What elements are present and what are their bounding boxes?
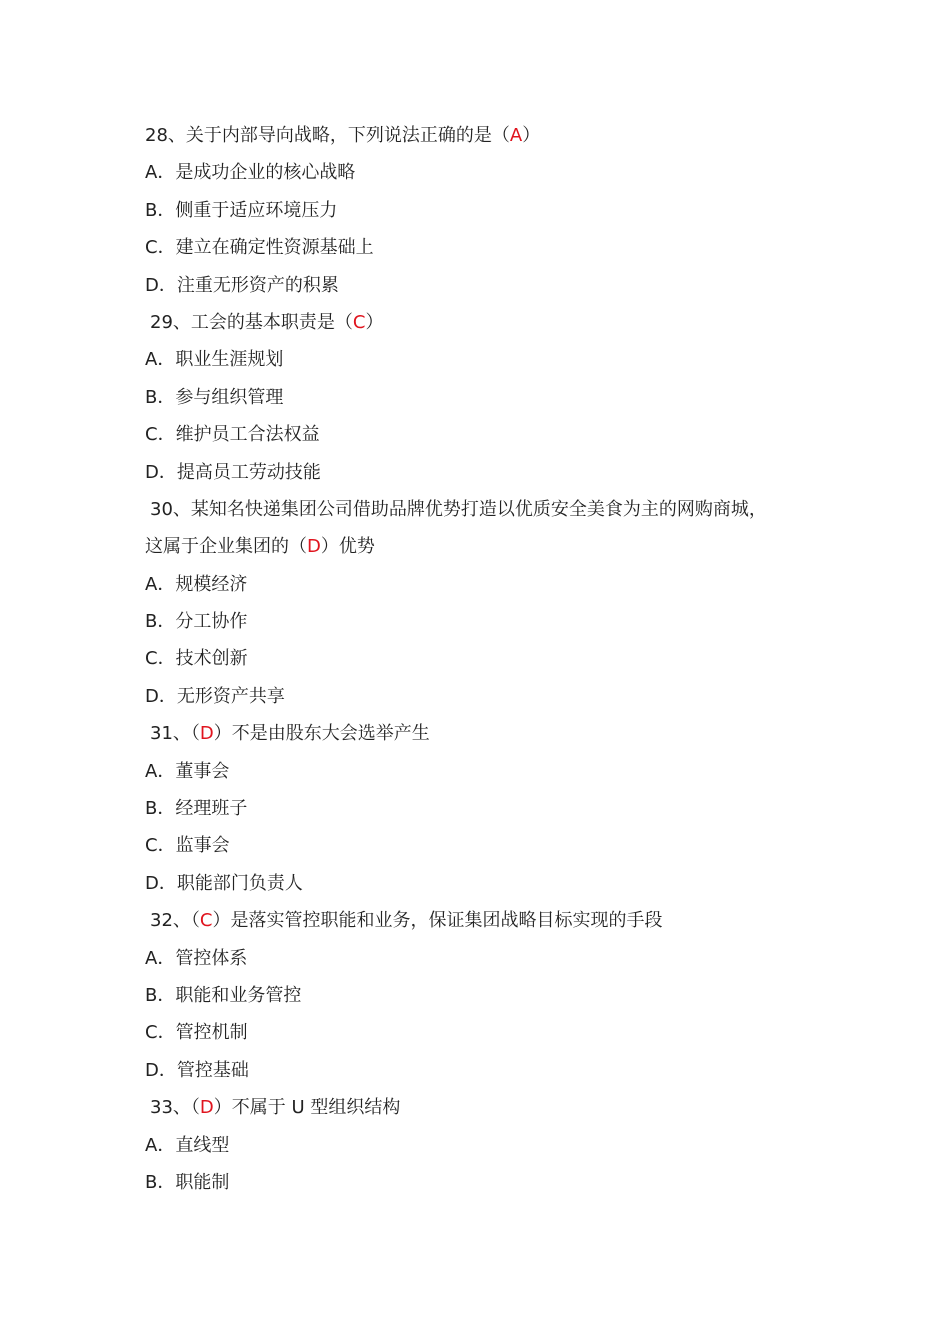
option-item: B．参与组织管理 xyxy=(145,386,284,408)
option-item: B．经理班子 xyxy=(145,798,248,820)
option-item: C．管控机制 xyxy=(145,1022,248,1044)
question-list xyxy=(145,117,845,1201)
question-stem xyxy=(145,304,845,341)
option-item: D．职能部门负责人 xyxy=(145,872,303,894)
answer-letter: C xyxy=(199,910,213,932)
answer-letter: D xyxy=(199,723,214,745)
question-text-end: ）是落实管控职能和业务，保证集团战略目标实现的手段 xyxy=(212,910,663,932)
option-item: B．分工协作 xyxy=(145,611,248,633)
option-item: D．注重无形资产的积累 xyxy=(145,274,339,296)
option-item: D．无形资产共享 xyxy=(145,685,285,707)
option-item: C．技术创新 xyxy=(145,648,248,670)
option-item: B．侧重于适应环境压力 xyxy=(145,199,338,221)
option-item: C．建立在确定性资源基础上 xyxy=(145,237,374,259)
question-text-end: ）不属于 U 型组织结构 xyxy=(213,1097,401,1119)
question-text-end: ） xyxy=(522,125,541,146)
option-item: C．监事会 xyxy=(145,835,230,857)
question-text-end: ）优势 xyxy=(320,536,375,558)
option-item: D．提高员工劳动技能 xyxy=(145,461,321,483)
question-text: 31、（ xyxy=(150,723,200,745)
option-item: B．职能和业务管控 xyxy=(145,984,302,1006)
question-stem xyxy=(145,715,845,752)
option-item: A．直线型 xyxy=(145,1134,230,1156)
question-text: 32、（ xyxy=(150,910,200,932)
question-text: 这属于企业集团的（ xyxy=(145,536,307,558)
option-item: B．职能制 xyxy=(145,1171,230,1193)
option-item: A．董事会 xyxy=(145,760,230,782)
question-text-end: ）不是由股东大会选举产生 xyxy=(213,723,430,745)
answer-letter: D xyxy=(307,536,321,558)
question-stem: 30、某知名快递集团公司借助品牌优势打造以优质安全美食为主的网购商城， xyxy=(150,498,767,520)
answer-letter: A xyxy=(509,125,523,146)
answer-letter: C xyxy=(352,311,366,333)
question-text: 29、工会的基本职责是（ xyxy=(150,311,353,333)
option-item: C．维护员工合法权益 xyxy=(145,424,320,446)
question-stem-continued xyxy=(145,528,845,565)
option-item: A．是成功企业的核心战略 xyxy=(145,162,356,184)
question-stem xyxy=(145,117,845,154)
question-stem xyxy=(145,902,845,939)
question-stem xyxy=(145,1089,845,1126)
option-item: A．规模经济 xyxy=(145,573,248,595)
answer-letter: D xyxy=(199,1097,214,1119)
question-text: 28、关于内部导向战略，下列说法正确的是（ xyxy=(145,125,510,146)
option-item: D．管控基础 xyxy=(145,1059,249,1081)
option-item: A．管控体系 xyxy=(145,947,248,969)
question-text: 33、（ xyxy=(150,1097,200,1119)
option-item: A．职业生涯规划 xyxy=(145,349,284,371)
question-text-end: ） xyxy=(365,311,384,333)
